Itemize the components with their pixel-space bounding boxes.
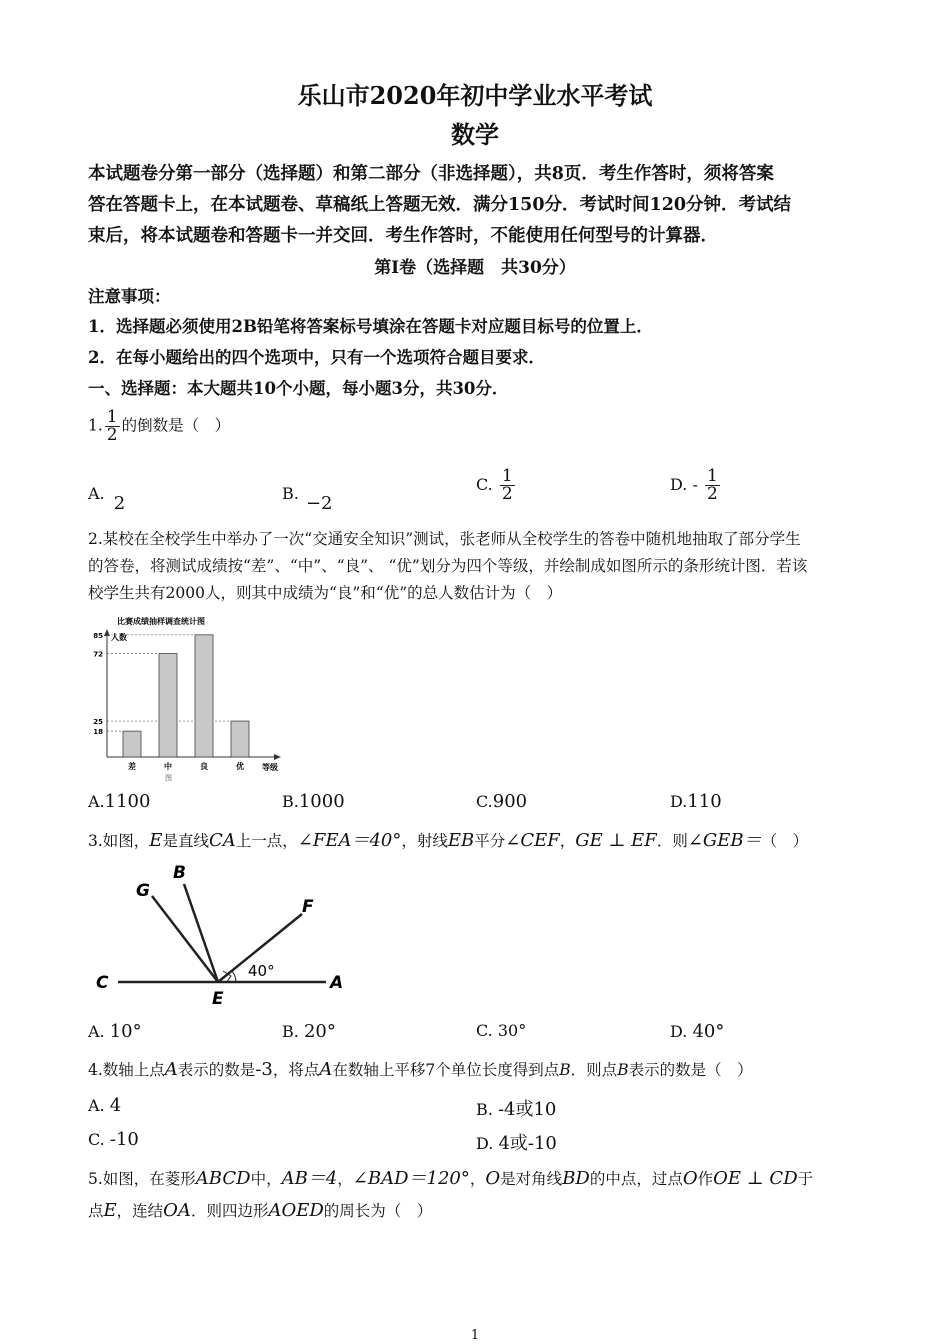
q1-stem: 的倒数是（ ） <box>121 416 231 435</box>
question-1 <box>88 409 230 444</box>
part1-heading: 第Ⅰ卷（选择题 共30分） <box>374 258 576 278</box>
y-tick-label-2: 72 <box>93 650 103 659</box>
intro-line-2: 答在答题卡上，在本试题卷、草稿纸上答题无效．满分150分．考试时间120分钟．考试结 <box>88 195 792 215</box>
chart-title: 比赛成绩抽样调查统计图 <box>117 617 205 626</box>
q3-option-c[interactable]: C. 30° <box>476 1021 527 1040</box>
q4-option-d[interactable]: D. 4或-10 <box>476 1133 557 1154</box>
q2-option-b[interactable]: B.1000 <box>282 791 345 812</box>
q1-prefix: 1. <box>88 416 103 435</box>
question-4: 4.数轴上点A表示的数是-3，将点A在数轴上平移7个单位长度得到点B．则点B表示的数是（ ） <box>88 1059 753 1080</box>
q5-line-2: 点E，连结OA．则四边形AOED的周长为（ ） <box>88 1200 433 1221</box>
x-axis-arrow <box>274 754 281 760</box>
q4-option-c[interactable]: C. -10 <box>88 1129 139 1150</box>
bar-中 <box>159 654 177 758</box>
chart-ylabel: 人数 <box>111 633 127 642</box>
bar-优 <box>231 721 249 757</box>
q2-line-3: 校学生共有2000人，则其中成绩为“良”和“优”的总人数估计为（ ） <box>88 584 563 602</box>
q1-fraction: $\frac{1}{2}$ <box>106 407 118 445</box>
angle-arc <box>232 971 236 982</box>
y-tick-label-1: 25 <box>93 718 103 727</box>
intro-line-3: 束后，将本试题卷和答题卡一并交回．考生作答时，不能使用任何型号的计算器． <box>88 226 718 246</box>
q1-option-d[interactable]: D. - $\frac{1}{2}$ <box>670 466 718 504</box>
ray-eg <box>152 896 218 982</box>
section-heading: 一、选择题：本大题共10个小题，每小题3分，共30分． <box>88 379 509 398</box>
q3-option-a[interactable]: A. 10° <box>88 1021 142 1042</box>
intro-line-1: 本试题卷分第一部分（选择题）和第二部分（非选择题），共8页．考生作答时，须将答案 <box>88 164 774 184</box>
q3-option-d[interactable]: D. 40° <box>670 1021 725 1042</box>
q2-line-1: 2.某校在全校学生中举办了一次“交通安全知识”测试，张老师从全校学生的答卷中随机地抽取了部分学生 <box>88 530 801 548</box>
notice-1: 1．选择题必须使用2B铅笔将答案标号填涂在答题卡对应题目标号的位置上． <box>88 317 653 336</box>
q4-option-a[interactable]: A. 4 <box>88 1095 122 1116</box>
category-label-1: 中 <box>164 762 172 771</box>
angle-figure <box>90 858 360 1008</box>
notice-title: 注意事项： <box>88 287 171 306</box>
q2-option-d[interactable]: D.110 <box>670 791 722 812</box>
category-label-3: 优 <box>236 762 244 771</box>
label-angle: 40° <box>248 962 275 980</box>
exam-title: 乐山市2020年初中学业水平考试 <box>297 81 653 110</box>
label-a: A <box>330 973 344 993</box>
ray-eb <box>184 884 218 982</box>
y-tick-label-3: 85 <box>93 631 103 640</box>
q3-option-b[interactable]: B. 20° <box>282 1021 336 1042</box>
question-3: 3.如图，E是直线CA上一点，∠FEA＝40°，射线EB平分∠CEF，GE ⊥ EF．则∠GEB＝（ ） <box>88 830 809 851</box>
category-label-2: 良 <box>200 762 208 771</box>
q5-line-1: 5.如图，在菱形ABCD中，AB＝4，∠BAD＝120°，O是对角线BD的中点，过点O作OE ⊥ CD于 <box>88 1168 814 1189</box>
label-f: F <box>302 897 314 917</box>
q1-option-c[interactable]: C. $\frac{1}{2}$ <box>476 466 513 504</box>
category-label-0: 差 <box>128 762 136 771</box>
chart-caption: 图 <box>165 774 172 782</box>
page-number: 1 <box>470 1328 480 1343</box>
bar-差 <box>123 731 141 757</box>
notice-2: 2．在每小题给出的四个选项中，只有一个选项符合题目要求． <box>88 348 545 367</box>
label-e: E <box>212 989 224 1008</box>
q1-option-a[interactable]: A. 2 <box>88 484 126 514</box>
q2-option-c[interactable]: C.900 <box>476 791 528 812</box>
chart-xlabel: 等级 <box>262 763 278 772</box>
label-b: B <box>173 863 186 883</box>
subject-title: 数学 <box>451 120 499 149</box>
bar-良 <box>195 635 213 757</box>
q2-line-2: 的答卷，将测试成绩按“差”、“中”、“良”、 “优”划分为四个等级，并绘制成如图所示的条形统计图．若该 <box>88 557 808 575</box>
bar-chart <box>85 612 295 782</box>
y-tick-label-0: 18 <box>93 728 103 737</box>
label-g: G <box>136 881 150 901</box>
q4-option-b[interactable]: B. -4或10 <box>476 1099 557 1120</box>
q1-option-b[interactable]: B. −2 <box>282 484 333 514</box>
q2-option-a[interactable]: A.1100 <box>88 791 151 812</box>
label-c: C <box>96 973 109 993</box>
